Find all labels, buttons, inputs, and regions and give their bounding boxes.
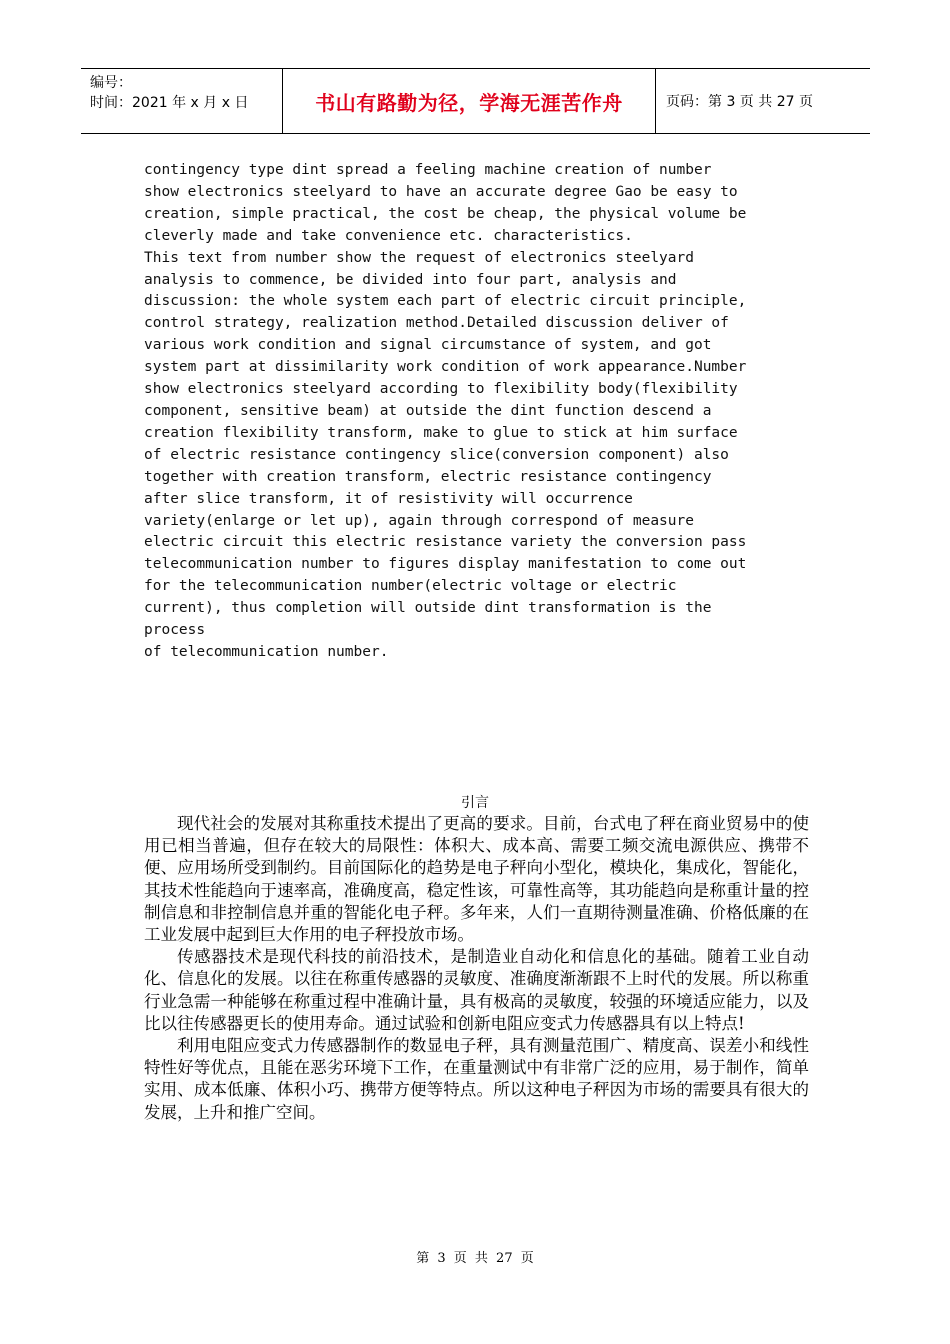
intro-body [144,813,809,1124]
header-page-cell [656,69,870,133]
number-label: 编号： [90,75,132,91]
time-label: 时间：2021 年 x 月 x 日 [90,95,249,111]
intro-paragraph: 利用电阻应变式力传感器制作的数显电子秤，具有测量范围广、精度高、误差小和线性特性好等优点，且能在恶劣环境下工作，在重量测试中有非常广泛的应用，易于制作，简单实用、成本低廉、体积小巧、携带方便等特点。所以这种电子秤因为市场的需要具有很大的发展，上升和推广空间。 [144,1036,809,1122]
intro-paragraph: 传感器技术是现代科技的前沿技术，是制造业自动化和信息化的基础。随着工业自动化、信息化的发展。以往在称重传感器的灵敏度、准确度渐渐跟不上时代的发展。所以称重行业急需一种能够在称重过程中准确计量，具有极高的灵敏度，较强的环境适应能力，以及比以往传感器更长的使用寿命。通过试验和创新电阻应变式力传感器具有以上特点! [144,947,809,1033]
header-meta-cell [81,69,283,133]
intro-title: 引言 [461,795,489,811]
header-motto-cell [283,69,656,133]
intro-paragraph: 现代社会的发展对其称重技术提出了更高的要求。目前，台式电了秤在商业贸易中的使用已相当普遍，但存在较大的局限性：体积大、成本高、需要工频交流电源供应、携带不便、应用场所受到制约。目前国际化的趋势是电子秤向小型化，模块化，集成化，智能化，其技术性能趋向于速率高，准确度高，稳定性该，可靠性高等，其功能趋向是称重计量的控制信息和非控制信息并重的智能化电子秤。多年来，人们一直期待测量准确、价格低廉的在工业发展中起到巨大作用的电子秤投放市场。 [144,814,809,945]
header-table [81,68,870,134]
page-info: 页码：第 3 页 共 27 页 [666,94,813,110]
motto: 书山有路勤为径，学海无涯苦作舟 [315,90,623,115]
page-footer: 第 3 页 共 27 页 [416,1251,534,1266]
english-abstract: contingency type dint spread a feeling machine creation of number show electronics steelyard to have an accurate degree Gao be easy to creation, simple practical, the cost be cheap, the physical volume be cleverly made and take convenience etc. characteristics. This text from number show the request of electronics steelyard analysis to commence, be divided into four part, analysis and discussion: the whole system each part of electric circuit principle, control strategy, realization method.Detailed discussion deliver of various work condition and signal circumstance of system, and got system part at dissimilarity work condition of work appearance.Number show electronics steelyard according to flexibility body(flexibility component, sensitive beam) at outside the dint function descend a creation flexibility transform, make to glue to stick at him surface of electric resistance contingency slice(conversion component) also together with creation transform, electric resistance contingency after slice transform, it of resistivity will occurrence variety(enlarge or let up), again through correspond of measure electric circuit this electric resistance variety the conversion pass telecommunication number to figures display manifestation to come out for the telecommunication number(electric voltage or electric current), thus completion will outside dint transformation is the process of telecommunication number. [144,162,747,660]
